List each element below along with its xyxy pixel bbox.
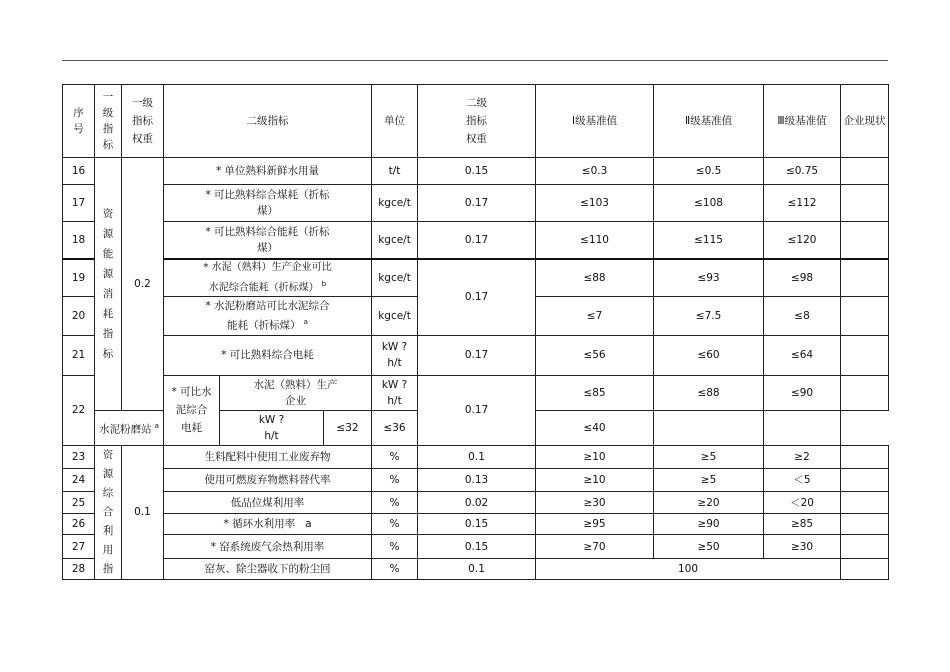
row-no: 20 [63, 296, 95, 335]
grade3-cell: ≤64 [764, 335, 841, 375]
table-row [63, 492, 889, 514]
header-rule [62, 60, 888, 61]
row-no: 16 [63, 158, 95, 185]
table-row [63, 222, 889, 259]
grade2-cell: ≤36 [372, 410, 418, 445]
current-cell[interactable] [841, 558, 889, 579]
table-row [63, 558, 889, 579]
unit-cell: kgce/t [372, 259, 418, 297]
header-grade1: Ⅰ级基准值 [536, 85, 654, 158]
unit-cell: kW ? h/t [372, 335, 418, 375]
grade-merged-cell: 100 [536, 558, 841, 579]
current-cell[interactable] [841, 375, 889, 410]
grade1-cell: ≤32 [324, 410, 372, 445]
current-cell[interactable] [654, 410, 764, 445]
grade2-cell: ≥90 [654, 514, 764, 535]
grade1-cell: ≥30 [536, 492, 654, 514]
unit-cell: % [372, 445, 418, 468]
indicator-name: 生料配料中使用工业废弃物 [164, 445, 372, 468]
grade2-cell: ≤93 [654, 259, 764, 297]
grade2-cell: ≤108 [654, 185, 764, 222]
weight-cell: 0.1 [418, 445, 536, 468]
grade1-cell: ≤88 [536, 259, 654, 297]
group-weight: 0.1 [122, 445, 164, 579]
unit-cell: % [372, 492, 418, 514]
table-row [63, 185, 889, 222]
current-cell[interactable] [841, 445, 889, 468]
indicator-name: 低品位煤利用率 [164, 492, 372, 514]
current-cell[interactable] [841, 296, 889, 335]
indicator-name: * 可比熟料综合能耗（折标 煤） [164, 222, 372, 259]
unit-cell: % [372, 535, 418, 558]
grade3-cell: ≥85 [764, 514, 841, 535]
grade2-cell: ≥5 [654, 445, 764, 468]
unit-cell: kgce/t [372, 185, 418, 222]
row-no: 23 [63, 445, 95, 468]
footnote-mark: a [303, 318, 308, 327]
indicator-name: 窑灰、除尘器收下的粉尘回 [164, 558, 372, 579]
grade1-cell: ≥70 [536, 535, 654, 558]
weight-cell: 0.17 [418, 375, 536, 445]
row-no: 24 [63, 469, 95, 492]
unit-cell: kW ? h/t [372, 375, 418, 410]
table-row [63, 514, 889, 535]
unit-cell: % [372, 514, 418, 535]
indicator-name: * 水泥（熟料）生产企业可比 水泥综合能耗（折标煤） $^b$ [164, 259, 372, 297]
table-row [63, 469, 889, 492]
weight-cell: 0.15 [418, 514, 536, 535]
header-level1: 一 级 指 标 [95, 85, 122, 158]
header-level2-weight: 二级 指标 权重 [418, 85, 536, 158]
grade2-cell: ≥20 [654, 492, 764, 514]
grade3-cell: ＜20 [764, 492, 841, 514]
current-cell[interactable] [841, 335, 889, 375]
weight-cell: 0.15 [418, 158, 536, 185]
unit-cell: kgce/t [372, 222, 418, 259]
indicator-name: * 循环水利用率 a [164, 514, 372, 535]
grade1-cell: ≤103 [536, 185, 654, 222]
grade3-cell: ≥2 [764, 445, 841, 468]
sub-indicator-name: 水泥粉磨站 $^a$ [95, 410, 164, 445]
grade1-cell: ≤110 [536, 222, 654, 259]
grade3-cell: ≤0.75 [764, 158, 841, 185]
grade1-cell: ≤85 [536, 375, 654, 410]
group-name: 资 源 综 合 利 用 指 [95, 445, 122, 579]
footnote-mark: a [305, 518, 312, 531]
unit-cell: kgce/t [372, 296, 418, 335]
grade3-cell: ≤8 [764, 296, 841, 335]
header-level1-weight: 一级 指标 权重 [122, 85, 164, 158]
weight-cell: 0.17 [418, 259, 536, 336]
current-cell[interactable] [841, 185, 889, 222]
row-no: 25 [63, 492, 95, 514]
grade3-cell: ≤98 [764, 259, 841, 297]
unit-cell: t/t [372, 158, 418, 185]
indicator-name: * 可比水 泥综合 电耗 [164, 375, 220, 445]
footnote-mark: a [154, 422, 159, 431]
group-name: 资 源 能 源 消 耗 指 标 [95, 158, 122, 411]
grade3-cell: ＜5 [764, 469, 841, 492]
header-unit: 单位 [372, 85, 418, 158]
header-seq: 序 号 [63, 85, 95, 158]
weight-cell: 0.17 [418, 222, 536, 259]
current-cell[interactable] [841, 259, 889, 297]
weight-cell: 0.1 [418, 558, 536, 579]
grade2-cell: ≥5 [654, 469, 764, 492]
weight-cell: 0.17 [418, 185, 536, 222]
grade1-cell: ≤7 [536, 296, 654, 335]
table-row [63, 158, 889, 185]
footnote-mark: b [321, 279, 327, 288]
table-row [63, 445, 889, 468]
current-cell[interactable] [841, 469, 889, 492]
grade2-cell: ≤88 [654, 375, 764, 410]
current-cell[interactable] [841, 535, 889, 558]
grade3-cell: ≥30 [764, 535, 841, 558]
grade1-cell: ≥10 [536, 445, 654, 468]
row-no: 28 [63, 558, 95, 579]
indicator-name: * 窑系统废气余热利用率 [164, 535, 372, 558]
table-row [63, 259, 889, 297]
row-no: 19 [63, 259, 95, 297]
weight-cell: 0.02 [418, 492, 536, 514]
unit-cell: % [372, 558, 418, 579]
grade3-cell: ≤120 [764, 222, 841, 259]
header-current: 企业现状 [841, 85, 889, 158]
grade3-cell: ≤40 [536, 410, 654, 445]
header-row [63, 85, 889, 158]
current-cell[interactable] [841, 158, 889, 185]
grade2-cell: ≤7.5 [654, 296, 764, 335]
unit-cell: kW ? h/t [220, 410, 324, 445]
grade2-cell: ≤0.5 [654, 158, 764, 185]
indicator-name: * 可比熟料综合电耗 [164, 335, 372, 375]
table-row [63, 375, 889, 410]
table-row [63, 535, 889, 558]
grade3-cell: ≤90 [764, 375, 841, 410]
current-cell[interactable] [841, 222, 889, 259]
grade1-cell: ≤0.3 [536, 158, 654, 185]
indicator-table [62, 84, 889, 580]
grade2-cell: ≤60 [654, 335, 764, 375]
row-no: 27 [63, 535, 95, 558]
weight-cell: 0.17 [418, 335, 536, 375]
indicator-name: * 单位熟料新鲜水用量 [164, 158, 372, 185]
header-grade3: Ⅲ级基准值 [764, 85, 841, 158]
weight-cell: 0.13 [418, 469, 536, 492]
row-no: 26 [63, 514, 95, 535]
indicator-name: * 可比熟料综合煤耗（折标 煤） [164, 185, 372, 222]
grade2-cell: ≤115 [654, 222, 764, 259]
score-cell[interactable] [764, 410, 841, 445]
sub-indicator-name: 水泥（熟料）生产 企业 [220, 375, 372, 410]
grade1-cell: ≤56 [536, 335, 654, 375]
header-grade2: Ⅱ级基准值 [654, 85, 764, 158]
grade3-cell: ≤112 [764, 185, 841, 222]
weight-cell: 0.15 [418, 535, 536, 558]
table-row [63, 335, 889, 375]
indicator-name: 使用可燃废弃物燃料替代率 [164, 469, 372, 492]
row-no: 21 [63, 335, 95, 375]
grade2-cell: ≥50 [654, 535, 764, 558]
row-no: 18 [63, 222, 95, 259]
group-weight: 0.2 [122, 158, 164, 411]
current-cell[interactable] [841, 514, 889, 535]
unit-cell: % [372, 469, 418, 492]
row-no: 22 [63, 375, 95, 445]
row-no: 17 [63, 185, 95, 222]
grade1-cell: ≥95 [536, 514, 654, 535]
grade1-cell: ≥10 [536, 469, 654, 492]
current-cell[interactable] [841, 492, 889, 514]
header-level2: 二级指标 [164, 85, 372, 158]
indicator-name: * 水泥粉磨站可比水泥综合 能耗（折标煤） $^a$ [164, 296, 372, 335]
